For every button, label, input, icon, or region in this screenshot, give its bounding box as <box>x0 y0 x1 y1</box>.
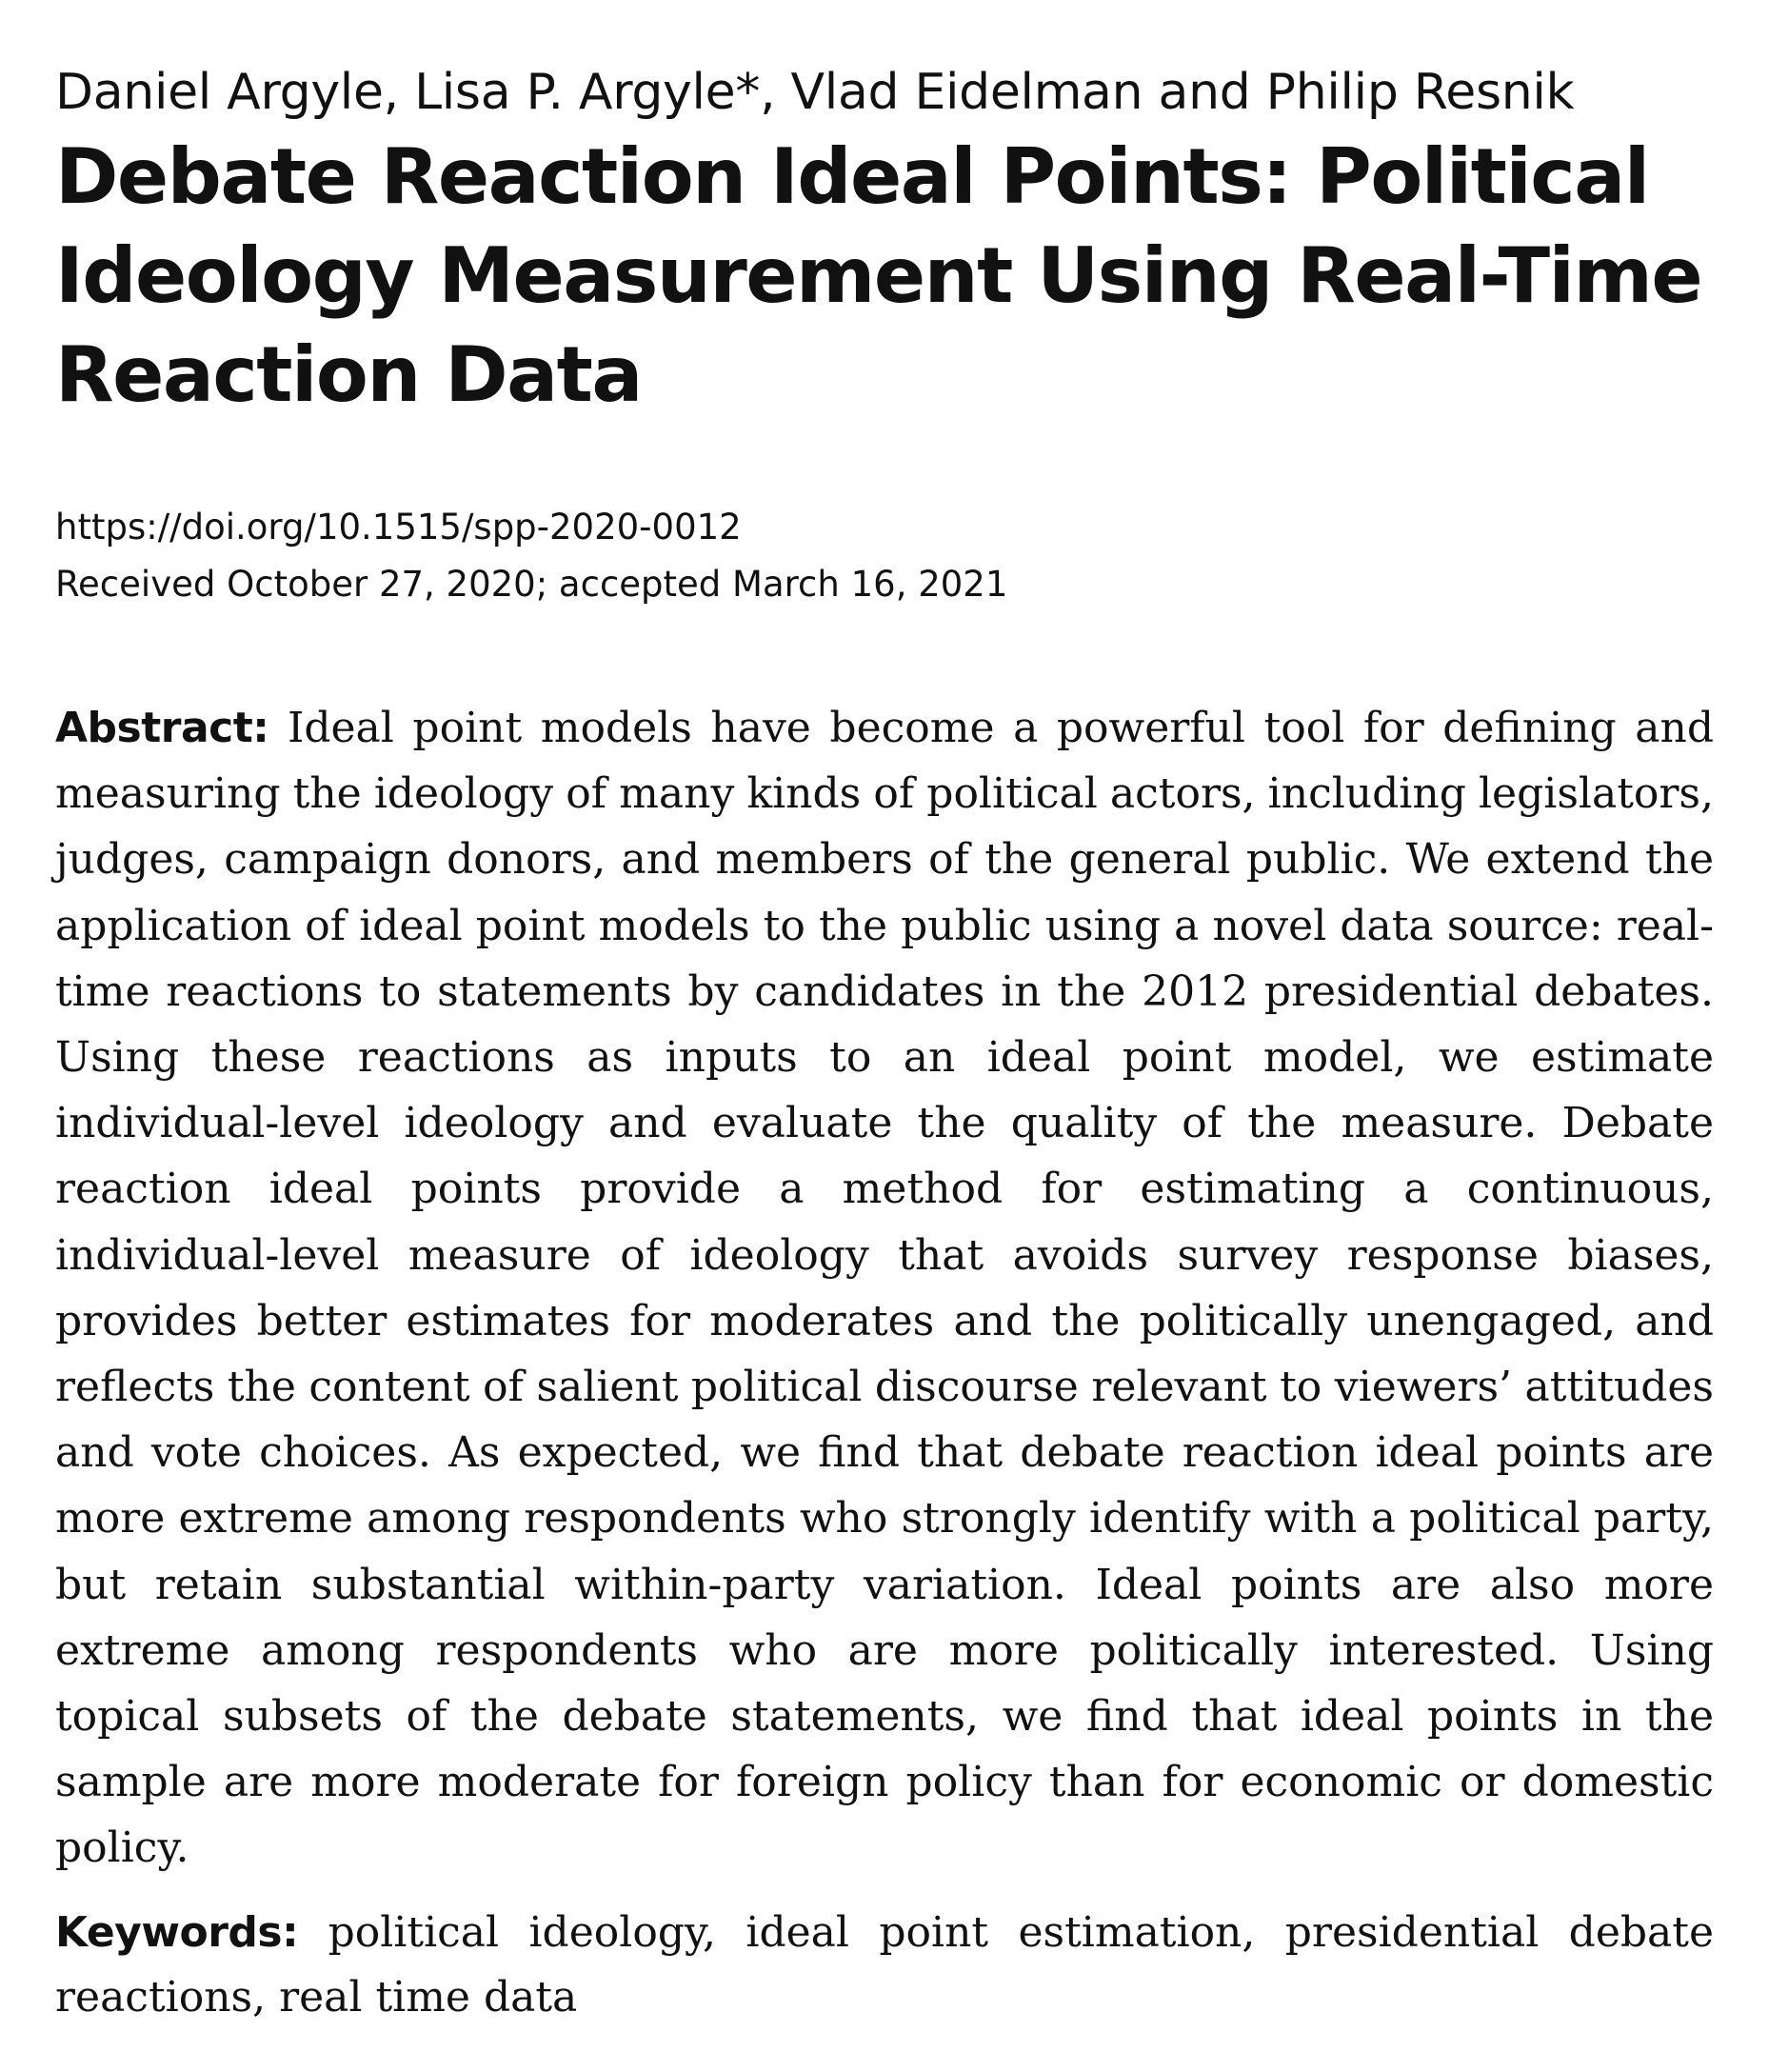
doi-link[interactable]: https://doi.org/10.1515/spp-2020-0012 <box>55 507 742 548</box>
article-title: Debate Reaction Ideal Points: Political Ideology Measurement Using Real-Time Reaction Data <box>55 132 1702 419</box>
keywords-text: political ideology, ideal point estimation, presidential debate reactions, real time data <box>55 1907 1714 2022</box>
abstract-text: Ideal point models have become a powerful tool for defining and measuring the ideology of many kinds of political actors, including legislators, judges, campaign donors, and members of the general public. We extend the application of ideal point models to the public using a novel data source: real-time reactions to statements by candidates in the 2012 presidential debates. Using these reactions as inputs to an ideal point model, we estimate individual-level ideology and evaluate the quality of the measure. Debate reaction ideal points provide a method for estimating a continuous, individual-level measure of ideology that avoids survey response biases, provides better estimates for moderates and the politically unengaged, and reflects the content of salient political discourse relevant to viewers’ attitudes and vote choices. As expected, we find that debate reaction ideal points are more extreme among respondents who strongly identify with a political party, but retain substantial within-party variation. Ideal points are also more extreme among respondents who are more politically interested. Using topical subsets of the debate statements, we find that ideal points in the sample are more moderate for foreign policy than for economic or domestic policy. <box>55 704 1714 1873</box>
article-page <box>55 59 1714 2072</box>
article-meta <box>55 499 1714 613</box>
abstract-label: Abstract: <box>55 704 269 752</box>
abstract <box>55 695 1714 1882</box>
author-list: Daniel Argyle, Lisa P. Argyle*, Vlad Eidelman and Philip Resnik <box>55 64 1575 121</box>
keywords-label: Keywords: <box>55 1907 299 1957</box>
received-accepted-dates: Received October 27, 2020; accepted March 16, 2021 <box>55 564 1008 605</box>
keywords <box>55 1901 1714 2030</box>
